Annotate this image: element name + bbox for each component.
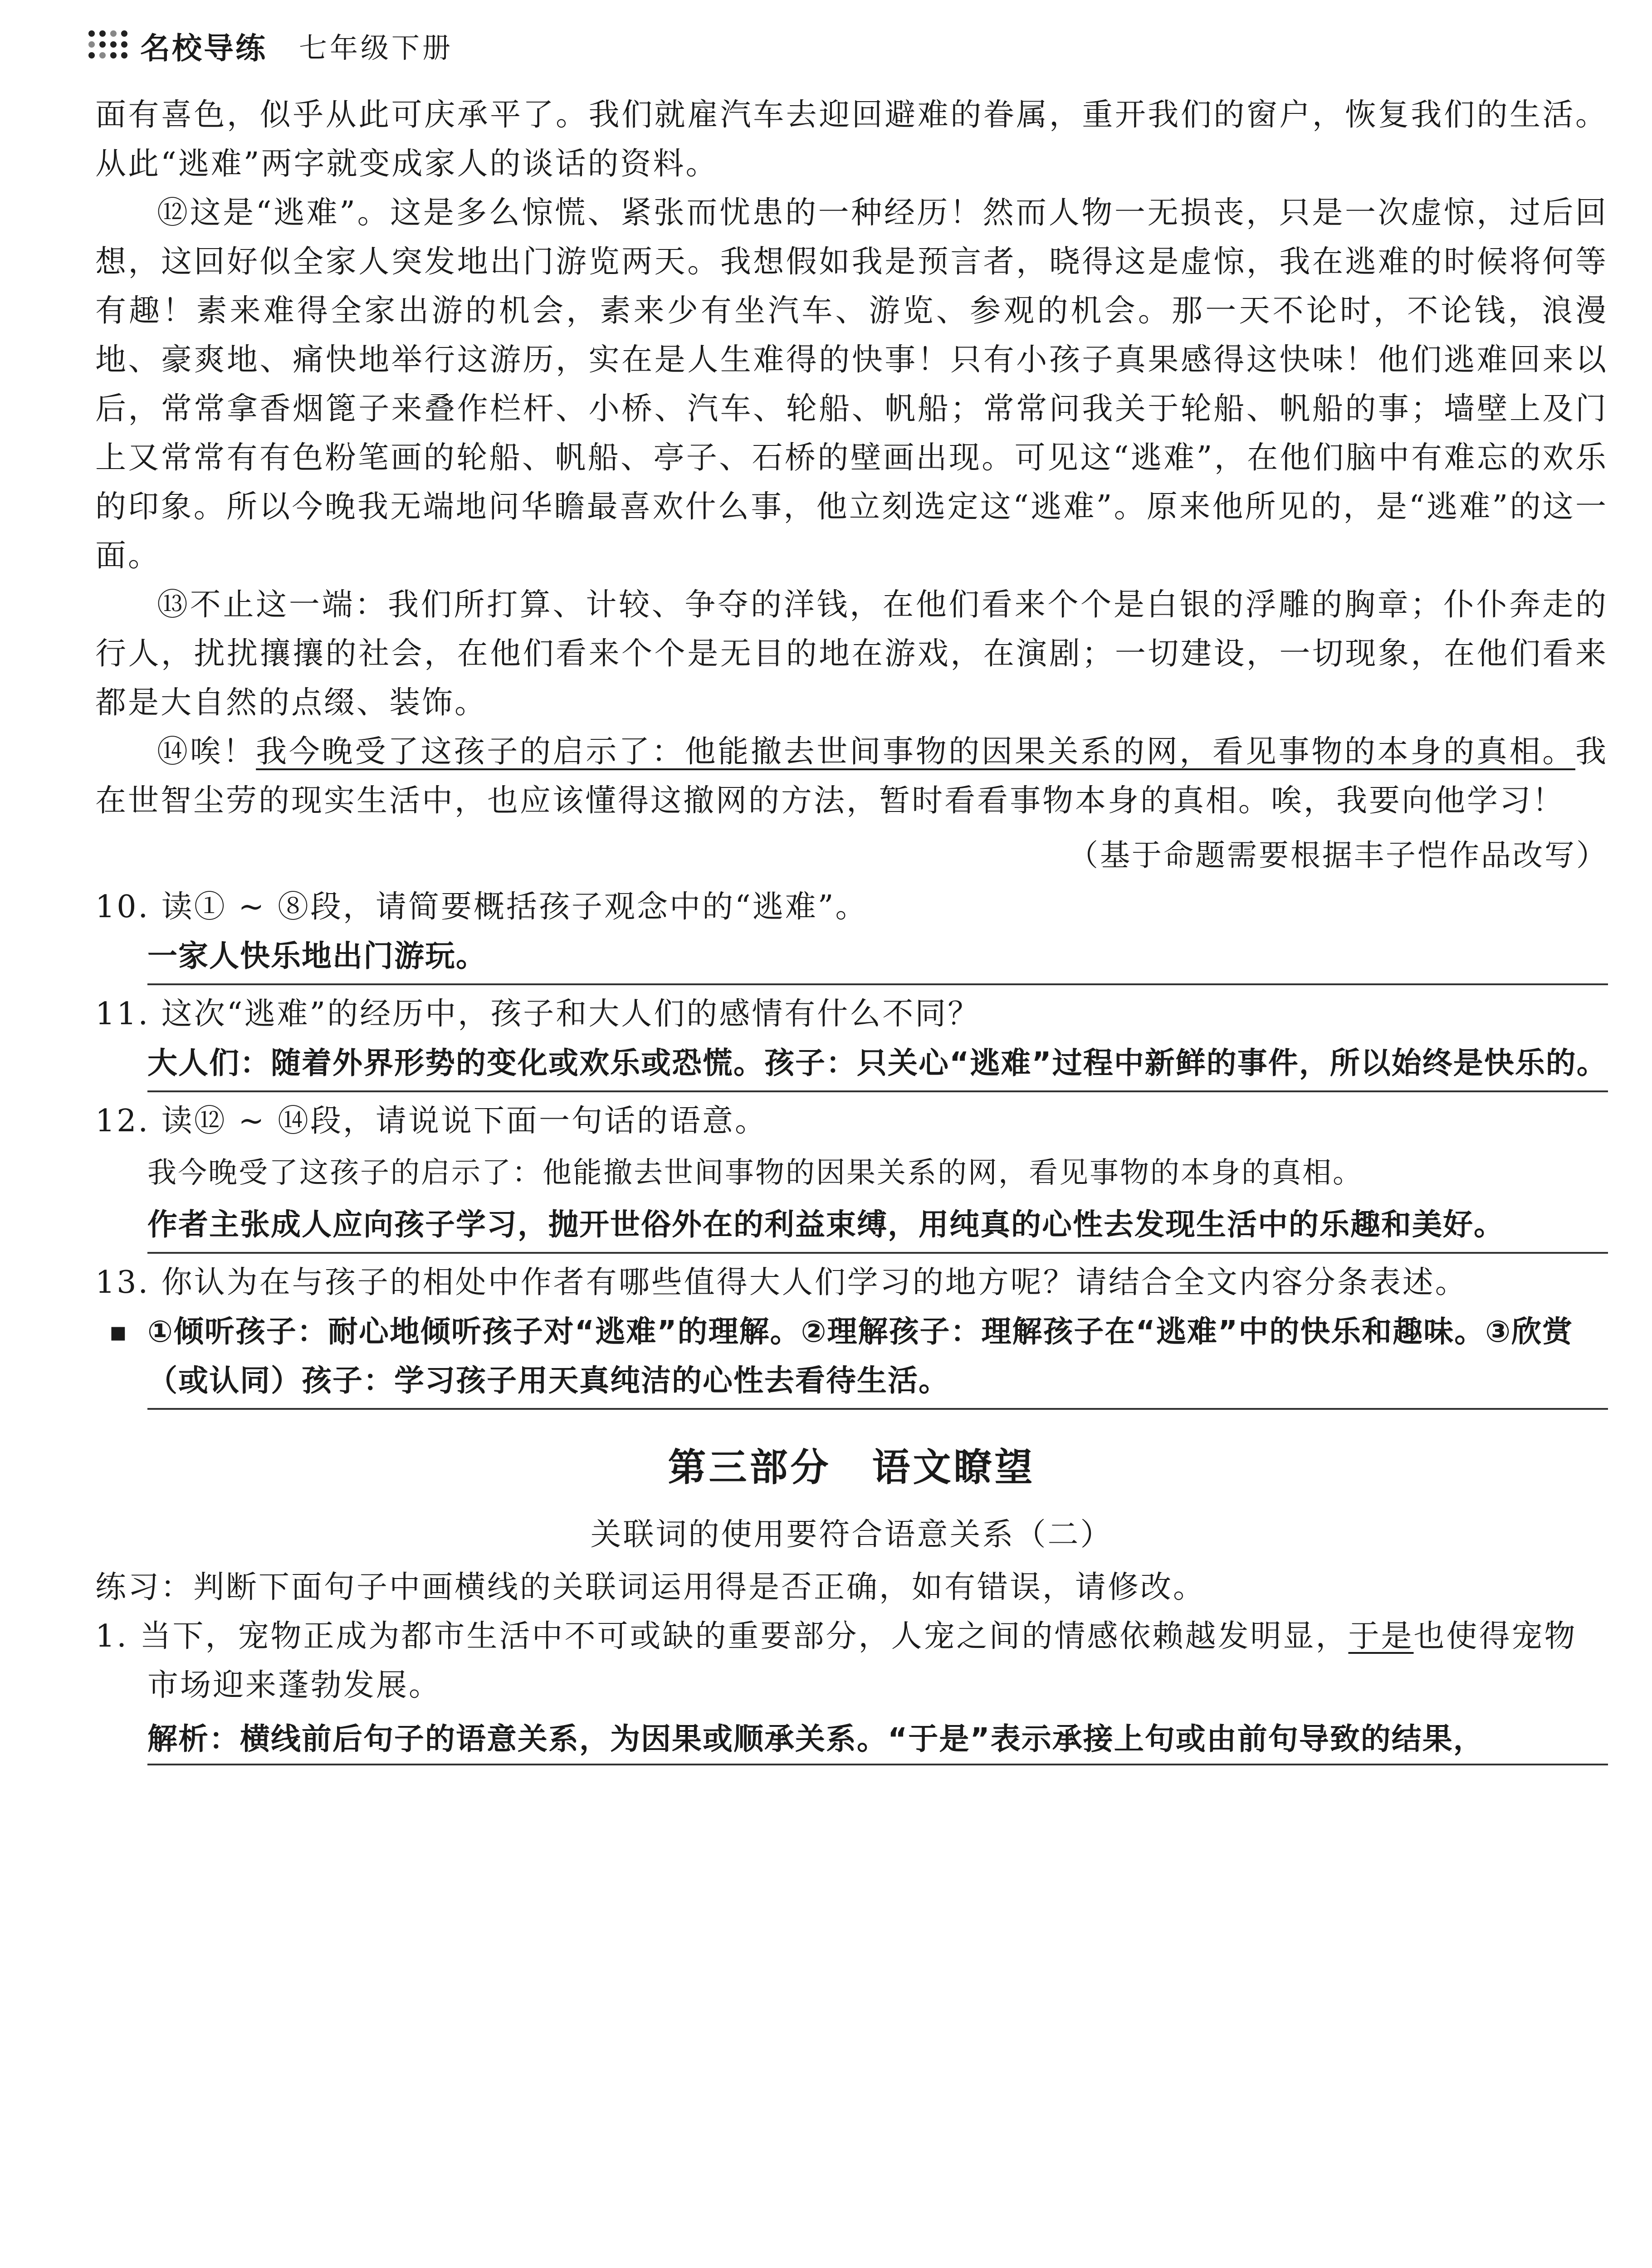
exercise-1-start: 1. 当下，宠物正成为都市生活中不可或缺的重要部分，人宠之间的情感依赖越发明显， bbox=[95, 1618, 1349, 1654]
header-grade: 七年级下册 bbox=[299, 31, 454, 64]
exercise-1-end: 也使得宠物市场迎来蓬勃发展。 bbox=[147, 1618, 1577, 1703]
p14-end: 我在世智尘劳的现实生活中，也应该懂得这撤网的方法，暂时看看事物本身的真相。唉，我要向他学习！ bbox=[95, 734, 1608, 819]
question-12-quote: 我今晚受了这孩子的启示了：他能撤去世间事物的因果关系的网，看见事物的本身的真相。 bbox=[147, 1156, 1363, 1190]
article-paragraph-13: ⑬不止这一端：我们所打算、计较、争夺的洋钱，在他们看来个个是白银的浮雕的胸章；仆仆奔走的行人，扰扰攘攘的社会，在他们看来个个是无目的地在游戏，在演剧；一切建设，一切现象，在他们看来都是大自然的点缀、装饰。 bbox=[95, 587, 1608, 721]
page-content bbox=[95, 91, 1608, 1765]
question-13: 13. 你认为在与孩子的相处中作者有哪些值得大人们学习的地方呢？请结合全文内容分条表述。 bbox=[95, 1265, 1468, 1300]
p14-underlined-sentence: 我今晚受了这孩子的启示了：他能撤去世间事物的因果关系的网，看见事物的本身的真相。 bbox=[256, 734, 1575, 770]
answer-10: 一家人快乐地出门游玩。 bbox=[147, 932, 1608, 985]
answer-11: 大人们：随着外界形势的变化或欢乐或恐慌。孩子：只关心“逃难”过程中新鲜的事件，所以始终是快乐的。 bbox=[147, 1039, 1608, 1092]
exercise-1 bbox=[95, 1612, 1608, 1710]
question-11: 11. 这次“逃难”的经历中，孩子和大人们的感情有什么不同？ bbox=[95, 996, 981, 1032]
article-source: （基于命题需要根据丰子恺作品改写） bbox=[1068, 838, 1608, 873]
bullet-icon: ▪ bbox=[109, 1316, 128, 1348]
header-brand: 名校导练 bbox=[140, 30, 267, 66]
article-paragraph-14 bbox=[95, 728, 1608, 826]
article-paragraph-1: 面有喜色，似乎从此可庆承平了。我们就雇汽车去迎回避难的眷属，重开我们的窗户，恢复我们的生活。从此“逃难”两字就变成家人的谈话的资料。 bbox=[95, 97, 1608, 182]
question-12: 12. 读⑫ ~ ⑭段，请说说下面一句话的语意。 bbox=[95, 1103, 767, 1139]
part3-subtitle: 关联词的使用要符合语意关系（二） bbox=[590, 1517, 1113, 1553]
practice-instruction: 练习：判断下面句子中画横线的关联词运用得是否正确，如有错误，请修改。 bbox=[95, 1569, 1206, 1605]
question-10: 10. 读① ~ ⑧段，请简要概括孩子观念中的“逃难”。 bbox=[95, 889, 868, 925]
header-dots-icon bbox=[88, 30, 129, 60]
answer-13 bbox=[109, 1307, 1608, 1410]
answer-13-text: ①倾听孩子：耐心地倾听孩子对“逃难”的理解。②理解孩子：理解孩子在“逃难”中的快乐和趣味。③欣赏（或认同）孩子：学习孩子用天真纯洁的心性去看待生活。 bbox=[147, 1314, 1574, 1398]
exercise-1-analysis: 解析：横线前后句子的语意关系，为因果或顺承关系。“于是”表示承接上句或由前句导致的结果， bbox=[147, 1715, 1608, 1765]
article-paragraph-12: ⑫这是“逃难”。这是多么惊慌、紧张而忧患的一种经历！然而人物一无损丧，只是一次虚惊，过后回想，这回好似全家人突发地出门游览两天。我想假如我是预言者，晓得这是虚惊，我在逃难的时候将何等有趣！素来难得全家出游的机会，素来少有坐汽车、游览、参观的机会。那一天不论时，不论钱，浪漫地、豪爽地、痛快地举行这游历，实在是人生难得的快事！只有小孩子真果感得这快味！他们逃难回来以后，常常拿香烟篦子来叠作栏杆、小桥、汽车、轮船、帆船；常常问我关于轮船、帆船的事；墙壁上及门上又常常有有色粉笔画的轮船、帆船、亭子、石桥的壁画出现。可见这“逃难”，在他们脑中有难忘的欢乐的印象。所以今晚我无端地问华瞻最喜欢什么事，他立刻选定这“逃难”。原来他所见的，是“逃难”的这一面。 bbox=[95, 195, 1608, 574]
exercise-1-underlined: 于是 bbox=[1348, 1618, 1414, 1654]
answer-12: 作者主张成人应向孩子学习，抛开世俗外在的利益束缚，用纯真的心性去发现生活中的乐趣和美好。 bbox=[147, 1200, 1608, 1254]
part3-title: 第三部分 语文瞭望 bbox=[668, 1445, 1036, 1490]
p14-start: ⑭唉！ bbox=[157, 734, 256, 770]
page-header bbox=[88, 18, 453, 73]
